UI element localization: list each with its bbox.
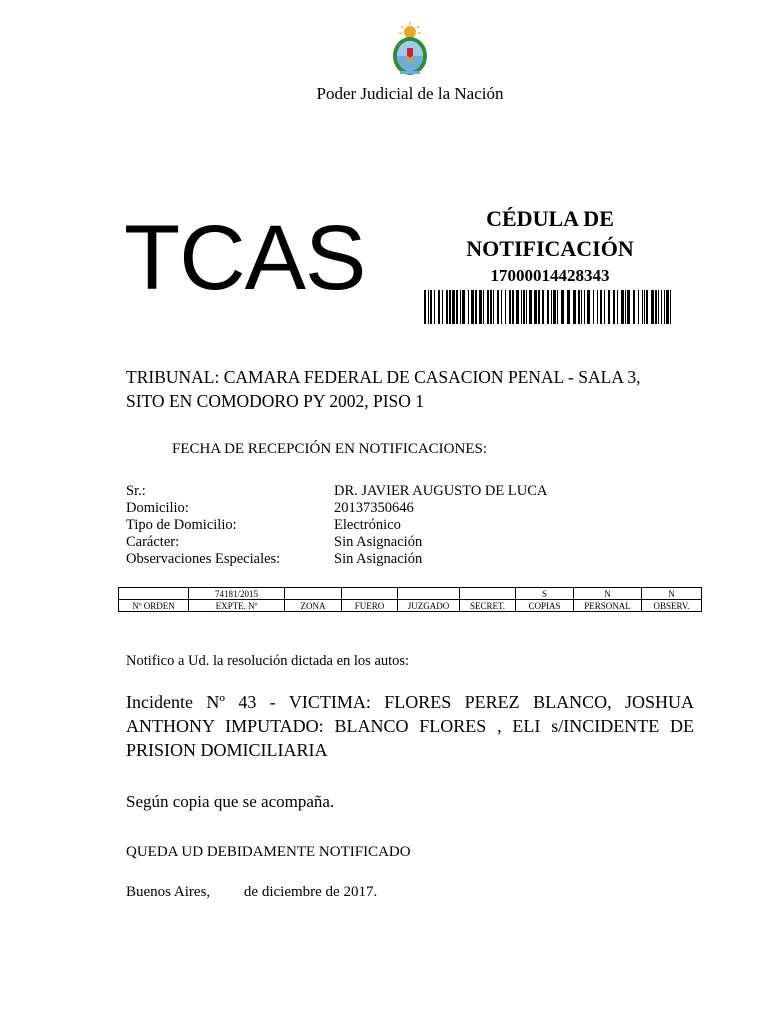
recipient-label: Tipo de Domicilio: bbox=[126, 517, 237, 533]
grid-value bbox=[398, 588, 460, 600]
tribunal-line2: SITO EN COMODORO PY 2002, PISO 1 bbox=[126, 391, 425, 411]
grid-header: COPIAS bbox=[516, 600, 574, 612]
tribunal-line1: TRIBUNAL: CAMARA FEDERAL DE CASACION PENAL - SALA 3, bbox=[126, 367, 641, 387]
grid-header: FUERO bbox=[342, 600, 398, 612]
document-title-line2: NOTIFICACIÓN bbox=[466, 236, 634, 261]
grid-header: ZONA bbox=[285, 600, 342, 612]
recipient-label: Carácter: bbox=[126, 534, 180, 550]
grid-header: JUZGADO bbox=[398, 600, 460, 612]
recipient-value: 20137350646 bbox=[334, 500, 414, 516]
organization-name: Poder Judicial de la Nación bbox=[316, 84, 504, 103]
reception-date-label: FECHA DE RECEPCIÓN EN NOTIFICACIONES: bbox=[172, 441, 488, 457]
system-code: TCAS bbox=[124, 207, 366, 309]
recipient-label: Sr.: bbox=[126, 483, 146, 499]
grid-header: OBSERV. bbox=[642, 600, 702, 612]
grid-value bbox=[285, 588, 342, 600]
grid-value: N bbox=[642, 588, 702, 600]
document-number: 17000014428343 bbox=[490, 266, 610, 285]
grid-value: S bbox=[516, 588, 574, 600]
notification-intro: Notifico a Ud. la resolución dictada en los autos: bbox=[126, 653, 410, 669]
recipient-value: Sin Asignación bbox=[334, 551, 423, 567]
grid-header: EXPTE. Nº bbox=[189, 600, 285, 612]
sun-icon bbox=[399, 22, 421, 38]
notification-grid bbox=[118, 587, 702, 612]
case-title: Incidente Nº 43 - VICTIMA: FLORES PEREZ BLANCO, JOSHUA ANTHONY IMPUTADO: BLANCO FLORES , ELI s/INCIDENTE DE PRISION DOMICILIARIA bbox=[126, 692, 694, 760]
grid-value bbox=[460, 588, 516, 600]
place-and-date: Buenos Aires, de diciembre de 2017. bbox=[126, 884, 378, 900]
document-title-line1: CÉDULA DE bbox=[486, 206, 614, 231]
recipient-value: Sin Asignación bbox=[334, 534, 423, 550]
recipient-value: DR. JAVIER AUGUSTO DE LUCA bbox=[334, 483, 548, 499]
grid-value: N bbox=[574, 588, 642, 600]
grid-header: Nº ORDEN bbox=[119, 600, 189, 612]
argentina-coat-of-arms-icon bbox=[390, 22, 430, 78]
grid-values-row bbox=[119, 588, 702, 600]
grid-headers-row bbox=[119, 600, 702, 612]
document-title bbox=[430, 204, 670, 264]
recipient-value: Electrónico bbox=[334, 517, 401, 533]
barcode-icon bbox=[424, 290, 672, 324]
recipient-label: Observaciones Especiales: bbox=[126, 551, 281, 567]
attachment-note: Según copia que se acompaña. bbox=[126, 792, 335, 811]
grid-value bbox=[342, 588, 398, 600]
tribunal-block bbox=[126, 365, 686, 413]
grid-value: 74181/2015 bbox=[189, 588, 285, 600]
grid-value bbox=[119, 588, 189, 600]
recipient-label: Domicilio: bbox=[126, 500, 189, 516]
grid-header: SECRET. bbox=[460, 600, 516, 612]
grid-header: PERSONAL bbox=[574, 600, 642, 612]
notified-statement: QUEDA UD DEBIDAMENTE NOTIFICADO bbox=[126, 844, 411, 860]
